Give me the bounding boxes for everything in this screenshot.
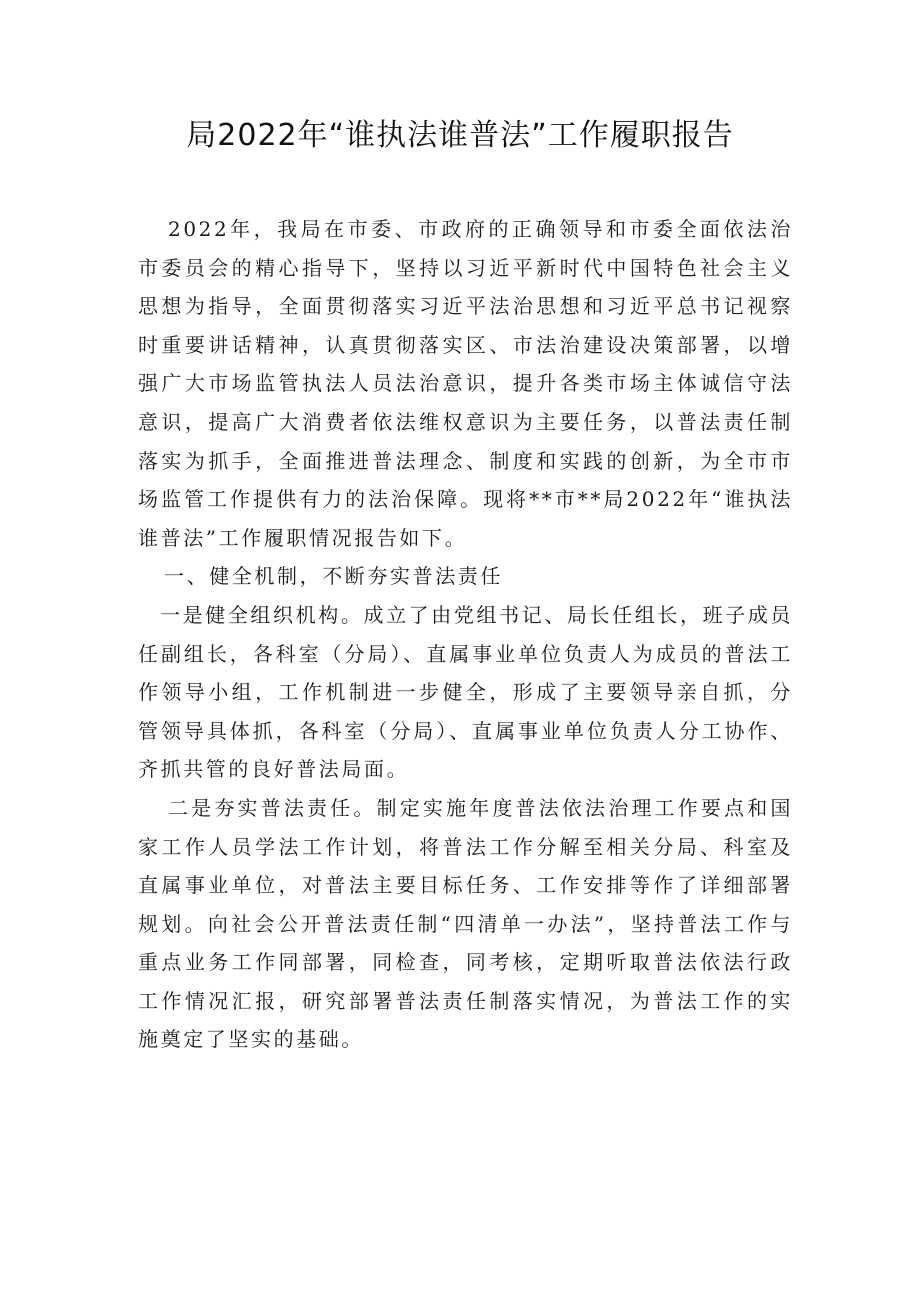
section-heading-1: 一、健全机制，不断夯实普法责任 <box>164 564 503 589</box>
document-body <box>138 210 793 1059</box>
item-paragraph-2: 二是夯实普法责任。制定实施年度普法依法治理工作要点和国家工作人员学法工作计划，将普法工作分解至相关分局、科室及直属事业单位，对普法主要目标任务、工作安排等作了详细部署规划。向社会公开普法责任制“四清单一办法”，坚持普法工作与重点业务工作同部署，同检查，同考核，定期听取普法依法行政工作情况汇报，研究部署普法责任制落实情况，为普法工作的实施奠定了坚实的基础。 <box>138 795 793 1052</box>
item-paragraph-1: 一是健全组织机构。成立了由党组书记、局长任组长，班子成员任副组长，各科室（分局）、直属事业单位负责人为成员的普法工作领导小组，工作机制进一步健全，形成了主要领导亲自抓，分管领导具体抓，各科室（分局）、直属事业单位负责人分工协作、齐抓共管的良好普法局面。 <box>138 602 793 782</box>
intro-paragraph: 2022年，我局在市委、市政府的正确领导和市委全面依法治市委员会的精心指导下，坚持以习近平新时代中国特色社会主义思想为指导，全面贯彻落实习近平法治思想和习近平总书记视察时重要讲话精神，认真贯彻落实区、市法治建设决策部署，以增强广大市场监管执法人员法治意识，提升各类市场主体诚信守法意识，提高广大消费者依法维权意识为主要任务，以普法责任制落实为抓手，全面推进普法理念、制度和实践的创新，为全市市场监管工作提供有力的法治保障。现将**市**局2022年“谁执法谁普法”工作履职情况报告如下。 <box>138 217 793 550</box>
document-title: 局2022年“谁执法谁普法”工作履职报告 <box>186 118 734 153</box>
